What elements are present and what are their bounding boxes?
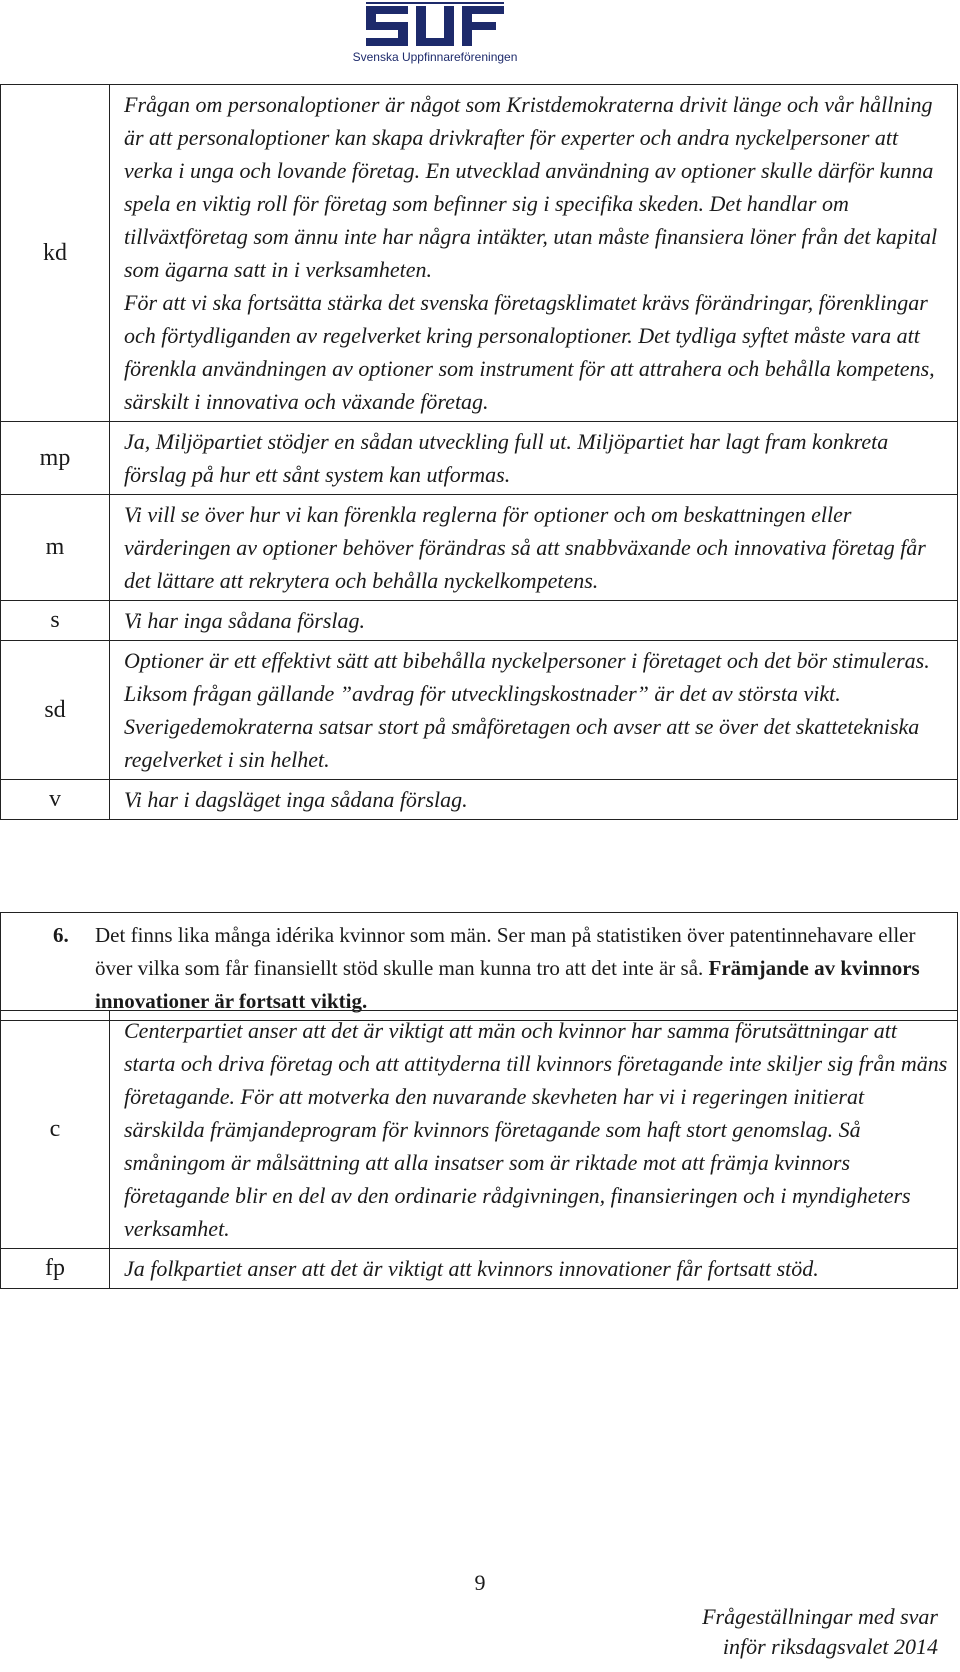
answer-paragraph: Optioner är ett effektivt sätt att bibehålla nyckelpersoner i företaget och det bör stimuleras. Liksom frågan gällande ”avdrag för utvecklingskostnader” är det av största vikt. Sverigedemokraterna satsar stort på småföretagen och avser att se över det skattetekniska regelverket i sin helhet. bbox=[124, 648, 930, 772]
answer-row-fp bbox=[1, 1249, 958, 1289]
suf-logo-mark bbox=[330, 0, 540, 50]
party-code: fp bbox=[1, 1249, 110, 1289]
footer-title bbox=[702, 1602, 938, 1662]
answer-paragraph: För att vi ska fortsätta stärka det svenska företagsklimatet krävs förändringar, förenklingar och förtydliganden av regelverket kring personaloptioner. Det tydliga syftet måste vara att förenkla användningen av optioner som instrument för att attrahera och behålla kompetens, särskilt i innovativa och växande företag. bbox=[124, 290, 935, 414]
answer-paragraph: Ja folkpartiet anser att det är viktigt att kvinnors innovationer får fortsatt stöd. bbox=[124, 1256, 819, 1281]
party-code: sd bbox=[1, 641, 110, 780]
question-bold-text: Främjande av kvinnors innovationer är fortsatt viktig. bbox=[95, 956, 920, 1013]
party-code: mp bbox=[1, 422, 110, 495]
answer-paragraph: Ja, Miljöpartiet stödjer en sådan utveckling full ut. Miljöpartiet har lagt fram konkreta förslag på hur ett sånt system kan utformas. bbox=[124, 429, 889, 487]
party-code: s bbox=[1, 601, 110, 641]
party-code: m bbox=[1, 495, 110, 601]
answer-row-mp bbox=[1, 422, 958, 495]
answer-row-c bbox=[1, 1011, 958, 1249]
party-answer bbox=[110, 780, 958, 820]
answer-row-sd bbox=[1, 641, 958, 780]
page-number: 9 bbox=[474, 1570, 486, 1595]
party-code: kd bbox=[1, 85, 110, 422]
party-answer bbox=[110, 495, 958, 601]
question-6 bbox=[1, 913, 958, 1021]
party-answer bbox=[110, 85, 958, 422]
answers-table-women-innovation bbox=[0, 1010, 958, 1289]
party-code: v bbox=[1, 780, 110, 820]
answer-paragraph: Vi har i dagsläget inga sådana förslag. bbox=[124, 787, 468, 812]
question-text: Det finns lika många idérika kvinnor som män. Ser man på statistiken över patentinnehavare eller över vilka som får finansiellt stöd skulle man kunna tro att det inte är så. bbox=[95, 923, 916, 980]
answers-table-options bbox=[0, 84, 958, 820]
party-answer bbox=[110, 641, 958, 780]
logo-caption: Svenska Uppfinnareföreningen bbox=[352, 50, 518, 64]
party-answer bbox=[110, 1249, 958, 1289]
answer-paragraph: Frågan om personaloptioner är något som Kristdemokraterna drivit länge och vår hållning är att personaloptioner kan skapa drivkrafter för experter och andra nyckelpersoner att verka i unga och lovande företag. En utvecklad användning av optioner skulle därför kunna spela en viktig roll för företag som befinner sig i specifika skeden. Det handlar om tillväxtföretag som ännu inte har några intäkter, utan måste finansiera löner från det kapital som ägarna satt in i verksamheten. bbox=[124, 92, 938, 282]
answer-paragraph: Centerpartiet anser att det är viktigt att män och kvinnor har samma förutsättningar att starta och driva företag och att attityderna till kvinnors företagande inte skiljer sig från mäns företagande. För att motverka den nuvarande skevheten har vi i regeringen initierat särskilda främjandeprogram för kvinnors företagande som haft stort genomslag. Så småningom är målsättning att alla insatser som är riktade mot att främja kvinnors företagande blir en del av den ordinarie rådgivningen, finansieringen och i myndigheters verksamhet. bbox=[124, 1018, 948, 1241]
party-answer bbox=[110, 422, 958, 495]
suf-logo bbox=[330, 0, 540, 70]
footer-title-line-1: Frågeställningar med svar bbox=[702, 1604, 938, 1629]
footer-title-line-2: inför riksdagsvalet 2014 bbox=[722, 1634, 938, 1659]
question-6-block bbox=[0, 912, 958, 1021]
answer-row-kd bbox=[1, 85, 958, 422]
answer-row-v bbox=[1, 780, 958, 820]
party-answer bbox=[110, 1011, 958, 1249]
answer-paragraph: Vi har inga sådana förslag. bbox=[124, 608, 366, 633]
party-code: c bbox=[1, 1011, 110, 1249]
party-answer bbox=[110, 601, 958, 641]
answer-paragraph: Vi vill se över hur vi kan förenkla reglerna för optioner och om beskattningen eller värderingen av optioner behöver förändras så att snabbväxande och innovativa företag får det lättare att rekrytera och behålla nyckelkompetens. bbox=[124, 502, 926, 593]
question-number: 6. bbox=[53, 923, 69, 947]
answer-row-m bbox=[1, 495, 958, 601]
answer-row-s bbox=[1, 601, 958, 641]
